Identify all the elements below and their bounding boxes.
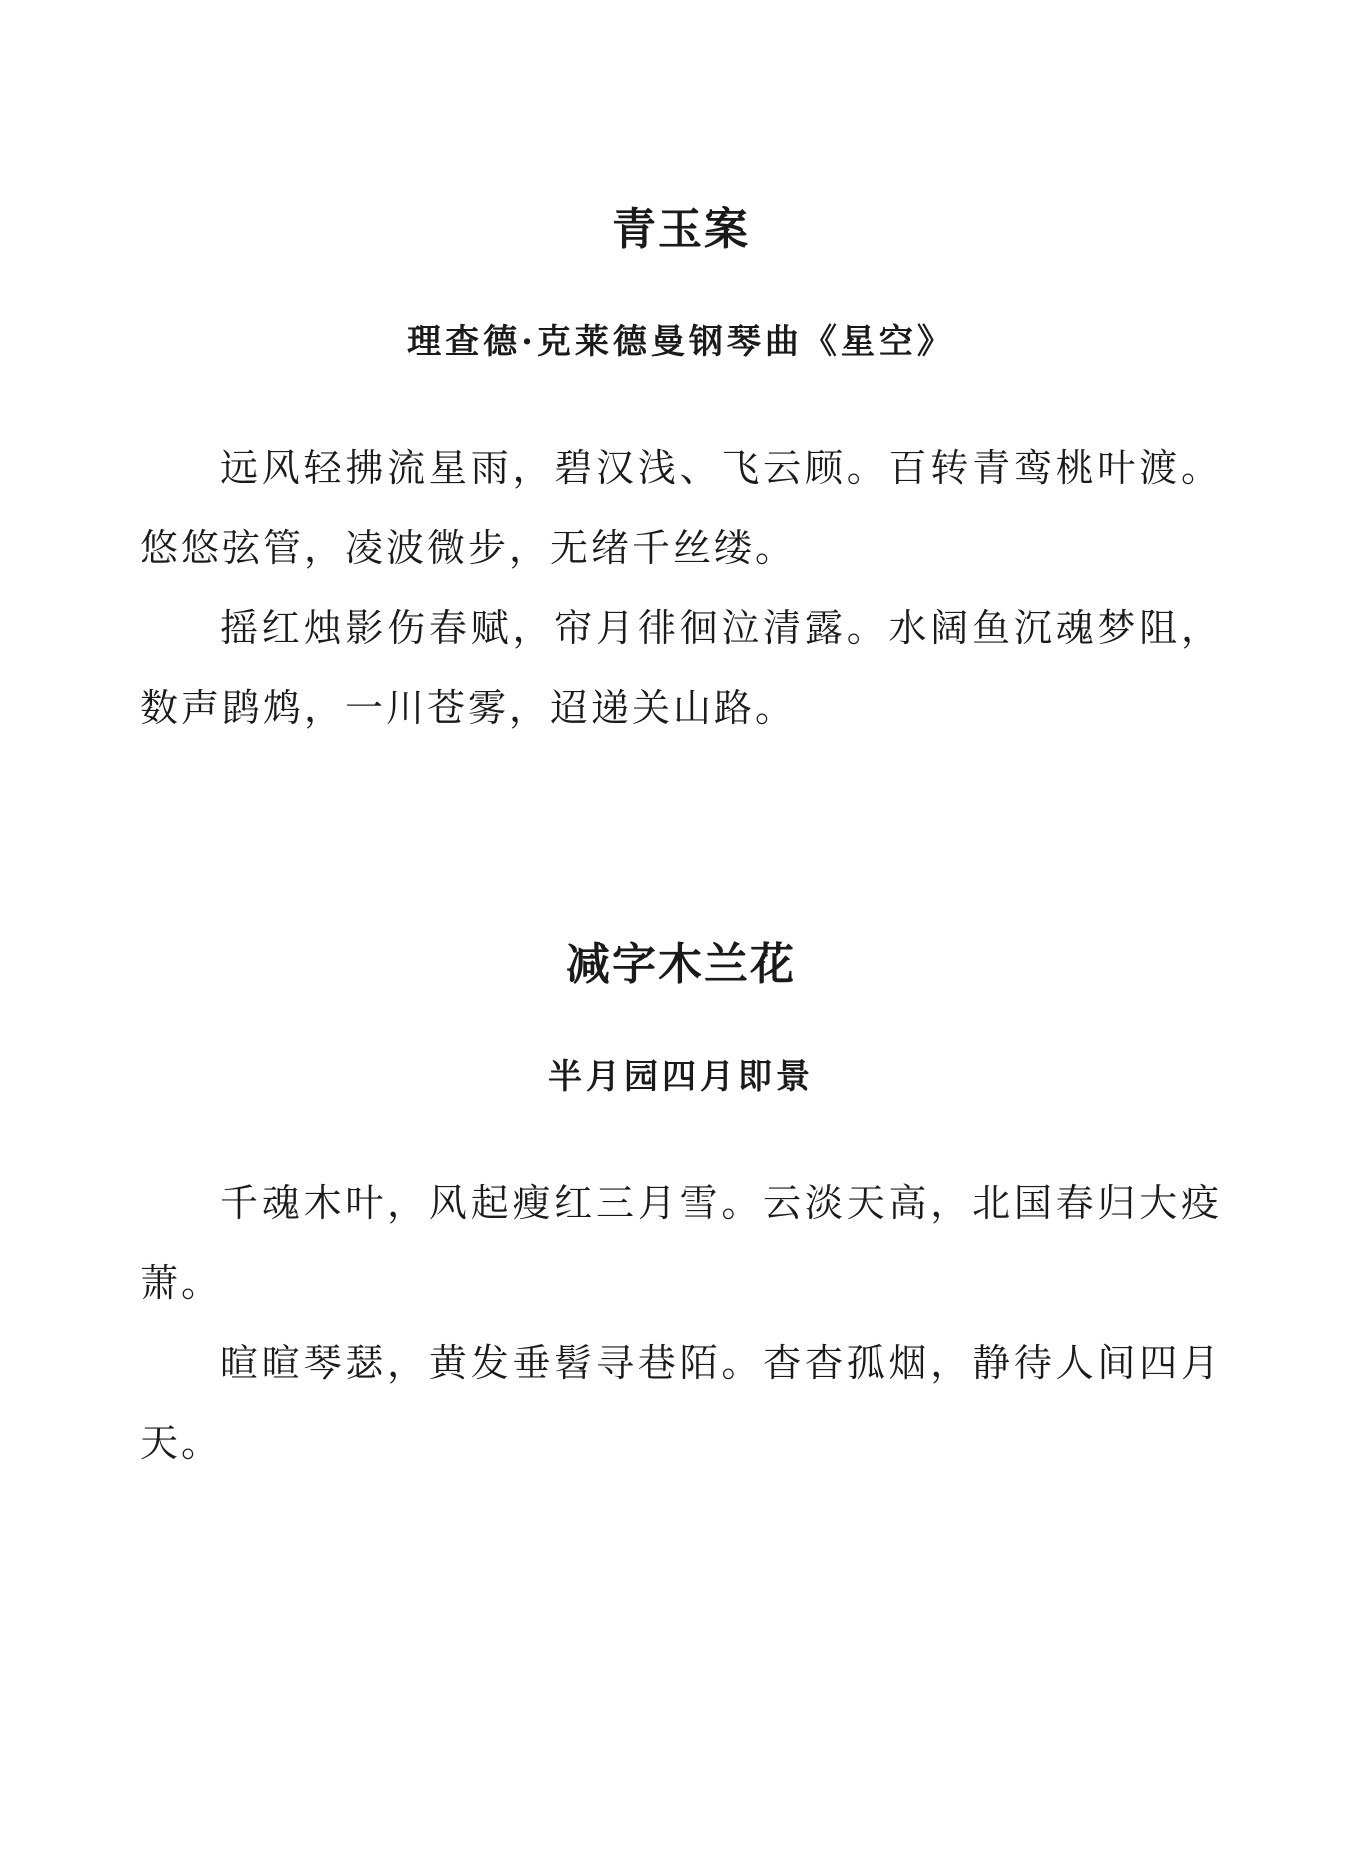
stanza: 暄暄琴瑟，黄发垂髫寻巷陌。杳杳孤烟，静待人间四月天。 [140,1341,1222,1465]
poem-subtitle: 半月园四月即景 [548,1057,814,1097]
stanza: 摇红烛影伤春赋，帘月徘徊泣清露。水阔鱼沉魂梦阻，数声鹍鸩，一川苍雾，迢递关山路。 [140,606,1222,730]
poem-qing-yu-an [140,200,1222,748]
stanza: 远风轻拂流星雨，碧汉浅、飞云顾。百转青鸾桃叶渡。悠悠弦管，凌波微步，无绪千丝缕。 [140,446,1222,570]
poem-body [140,428,1222,748]
poem-jian-zi-mu-lan-hua [140,935,1222,1483]
poem-title: 减字木兰花 [566,939,796,990]
poem-subtitle: 理查德·克莱德曼钢琴曲《星空》 [407,322,955,362]
poem-title: 青玉案 [612,204,750,255]
stanza: 千魂木叶，风起瘦红三月雪。云淡天高，北国春归大疫萧。 [140,1181,1222,1305]
poem-body [140,1163,1222,1483]
